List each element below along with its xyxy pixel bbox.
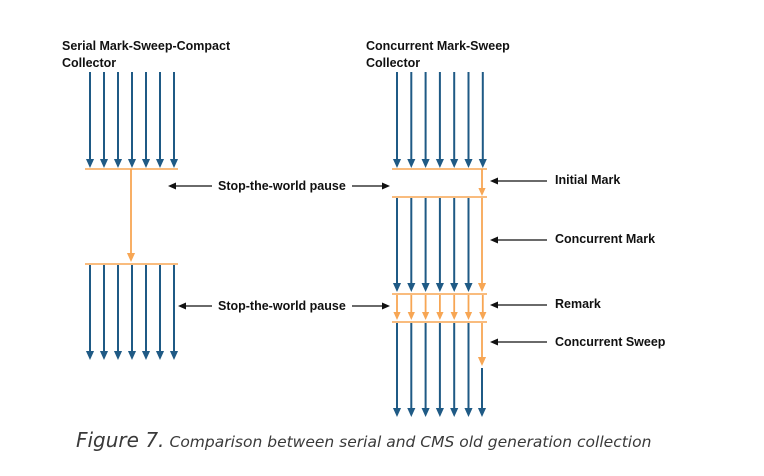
- concurrent-mark-arrow-head: [490, 237, 498, 244]
- serial-thread-bottom-4-head: [128, 351, 136, 360]
- cms-thread-after-remark-6-head: [464, 408, 472, 417]
- label-concurrent-sweep: Concurrent Sweep: [555, 335, 666, 349]
- cms-thread-after-remark-1-head: [393, 408, 401, 417]
- cms-thread-concurrent-mark-6-head: [464, 283, 472, 292]
- cms-thread-initial-1-head: [393, 159, 401, 168]
- label-stw-pause-bottom: Stop-the-world pause: [218, 299, 346, 313]
- serial-thread-bottom-3-head: [114, 351, 122, 360]
- serial-thread-top-7-head: [170, 159, 178, 168]
- cms-thread-concurrent-mark-5-head: [450, 283, 458, 292]
- cms-remark-gc-6-head: [465, 312, 472, 320]
- stw-top-left-arrow-head: [168, 183, 176, 190]
- serial-thread-top-4-head: [128, 159, 136, 168]
- initial-mark-arrow-head: [490, 178, 498, 185]
- cms-thread-after-sweep-head: [478, 408, 486, 417]
- stw-top-right-arrow-head: [382, 183, 390, 190]
- serial-thread-bottom-2-head: [100, 351, 108, 360]
- cms-thread-initial-7-head: [479, 159, 487, 168]
- cms-remark-gc-1-head: [393, 312, 400, 320]
- cms-thread-after-remark-3-head: [422, 408, 430, 417]
- cms-title-line1: Concurrent Mark-Sweep: [366, 39, 510, 53]
- cms-concurrent-sweep-gc-head: [478, 357, 486, 366]
- serial-thread-top-2-head: [100, 159, 108, 168]
- cms-thread-concurrent-mark-3-head: [422, 283, 430, 292]
- cms-title-line2: Collector: [366, 56, 421, 70]
- serial-thread-bottom-6-head: [156, 351, 164, 360]
- figure-caption: [76, 428, 651, 452]
- caption-text: Comparison between serial and CMS old generation collection: [169, 433, 652, 451]
- caption-figure-number: Figure 7.: [76, 428, 165, 452]
- cms-remark-gc-4-head: [436, 312, 443, 320]
- concurrent-sweep-arrow-head: [490, 339, 498, 346]
- cms-thread-after-remark-4-head: [436, 408, 444, 417]
- serial-gc-thread-head: [127, 253, 135, 262]
- cms-remark-gc-5-head: [451, 312, 458, 320]
- label-initial-mark: Initial Mark: [555, 173, 621, 187]
- cms-concurrent-mark-gc-head: [478, 283, 486, 292]
- cms-thread-initial-2-head: [407, 159, 415, 168]
- serial-thread-top-1-head: [86, 159, 94, 168]
- cms-thread-initial-6-head: [464, 159, 472, 168]
- cms-remark-gc-7-head: [479, 312, 486, 320]
- serial-title-line2: Collector: [62, 56, 117, 70]
- cms-remark-gc-3-head: [422, 312, 429, 320]
- cms-thread-concurrent-mark-4-head: [436, 283, 444, 292]
- cms-thread-after-remark-2-head: [407, 408, 415, 417]
- remark-arrow-head: [490, 302, 498, 309]
- serial-thread-top-5-head: [142, 159, 150, 168]
- cms-thread-initial-3-head: [422, 159, 430, 168]
- cms-thread-initial-4-head: [436, 159, 444, 168]
- stw-bottom-right-arrow-head: [382, 303, 390, 310]
- serial-thread-bottom-1-head: [86, 351, 94, 360]
- serial-thread-top-6-head: [156, 159, 164, 168]
- cms-initial-mark-gc-head: [478, 188, 485, 196]
- label-stw-pause-top: Stop-the-world pause: [218, 179, 346, 193]
- cms-thread-initial-5-head: [450, 159, 458, 168]
- label-concurrent-mark: Concurrent Mark: [555, 232, 656, 246]
- cms-thread-concurrent-mark-2-head: [407, 283, 415, 292]
- serial-thread-top-3-head: [114, 159, 122, 168]
- serial-title-line1: Serial Mark-Sweep-Compact: [62, 39, 231, 53]
- label-remark: Remark: [555, 297, 601, 311]
- cms-thread-concurrent-mark-1-head: [393, 283, 401, 292]
- serial-thread-bottom-7-head: [170, 351, 178, 360]
- cms-thread-after-remark-5-head: [450, 408, 458, 417]
- cms-remark-gc-2-head: [408, 312, 415, 320]
- stw-bottom-left-arrow-head: [178, 303, 186, 310]
- serial-thread-bottom-5-head: [142, 351, 150, 360]
